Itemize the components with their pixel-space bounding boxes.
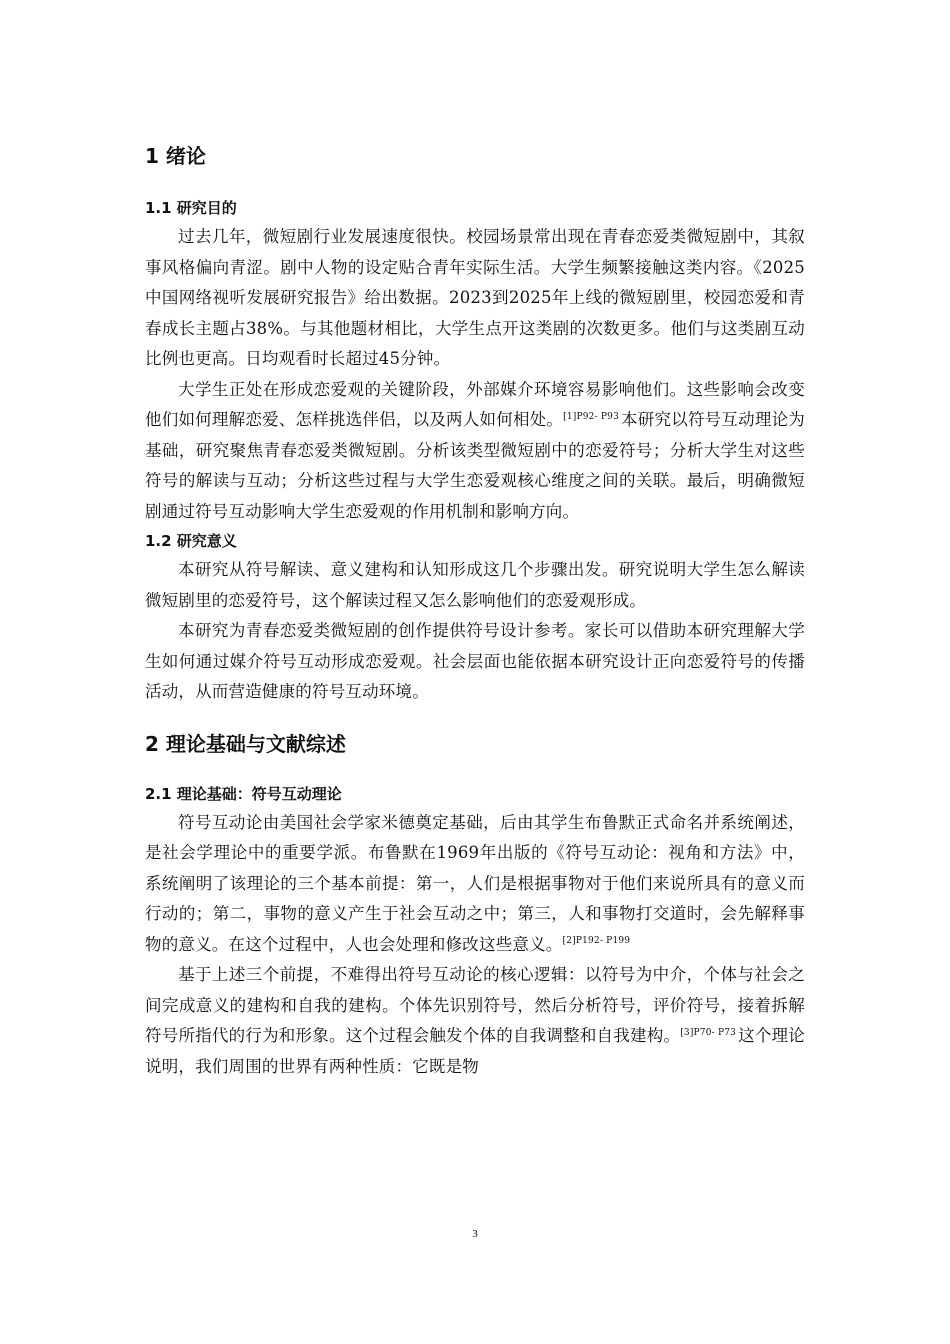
- paragraph-text: 大学生正处在形成恋爱观的关键阶段，外部媒介环境容易影响他们。这些影响会改变他们如何理解恋爱、怎样挑选伴侣，以及两人如何相处。: [145, 379, 805, 429]
- paragraph-text: 符号互动论由美国社会学家米德奠定基础，后由其学生布鲁默正式命名并系统阐述，是社会学理论中的重要学派。布鲁默在1969年出版的《符号互动论：视角和方法》中，系统阐明了该理论的三个基本前提：第一，人们是根据事物对于他们来说所具有的意义而行动的；第二，事物的意义产生于社会互动之中；第三，人和事物打交道时，会先解释事物的意义。在这个过程中，人也会处理和修改这些意义。: [145, 812, 805, 954]
- section-1-2-paragraph-2: 本研究为青春恋爱类微短剧的创作提供符号设计参考。家长可以借助本研究理解大学生如何通过媒介符号互动形成恋爱观。社会层面也能依据本研究设计正向恋爱符号的传播活动，从而营造健康的符号互动环境。: [145, 621, 805, 701]
- paragraph-text: 本研究以符号互动理论为基础，研究聚焦青春恋爱类微短剧。分析该类型微短剧中的恋爱符号；分析大学生对这些符号的解读与互动；分析这些过程与大学生恋爱观核心维度之间的关联。最后，明确微短剧通过符号互动影响大学生恋爱观的作用机制和影响方向。: [145, 410, 806, 521]
- section-2-heading: 2 理论基础与文献综述: [145, 731, 346, 756]
- citation-3: [3]P70- P73: [680, 1027, 737, 1038]
- citation-1: [1]P92- P93: [563, 411, 620, 422]
- page-number: 3: [472, 1228, 478, 1240]
- section-1-2-heading: 1.2 研究意义: [145, 532, 237, 550]
- section-1-heading: 1 绪论: [145, 144, 206, 168]
- section-1-2-paragraph-1: 本研究从符号解读、意义建构和认知形成这几个步骤出发。研究说明大学生怎么解读微短剧里的恋爱符号，这个解读过程又怎么影响他们的恋爱观形成。: [145, 560, 805, 610]
- section-1-1-paragraph-2: [145, 375, 805, 528]
- section-1-1-heading: 1.1 研究目的: [145, 199, 237, 217]
- paragraph-text: 这个理论说明，我们周围的世界有两种性质：它既是物: [145, 1026, 805, 1076]
- page-content: [145, 140, 805, 1082]
- section-2-1-paragraph-1: [145, 808, 805, 961]
- citation-2: [2]P192- P199: [562, 936, 631, 947]
- section-1-1-paragraph-1: 过去几年，微短剧行业发展速度很快。校园场景常出现在青春恋爱类微短剧中，其叙事风格偏向青涩。剧中人物的设定贴合青年实际生活。大学生频繁接触这类内容。《2025中国网络视听发展研究报告》给出数据。2023到2025年上线的微短剧里，校园恋爱和青春成长主题占38%。与其他题材相比，大学生点开这类剧的次数更多。他们与这类剧互动比例也更高。日均观看时长超过45分钟。: [145, 227, 805, 368]
- paragraph-text: 基于上述三个前提，不难得出符号互动论的核心逻辑：以符号为中介，个体与社会之间完成意义的建构和自我的建构。个体先识别符号，然后分析符号，评价符号，接着拆解符号所指代的行为和形象。这个过程会触发个体的自我调整和自我建构。: [145, 965, 805, 1045]
- section-2-1-heading: 2.1 理论基础：符号互动理论: [145, 784, 342, 803]
- section-2-1-paragraph-2: [145, 960, 805, 1082]
